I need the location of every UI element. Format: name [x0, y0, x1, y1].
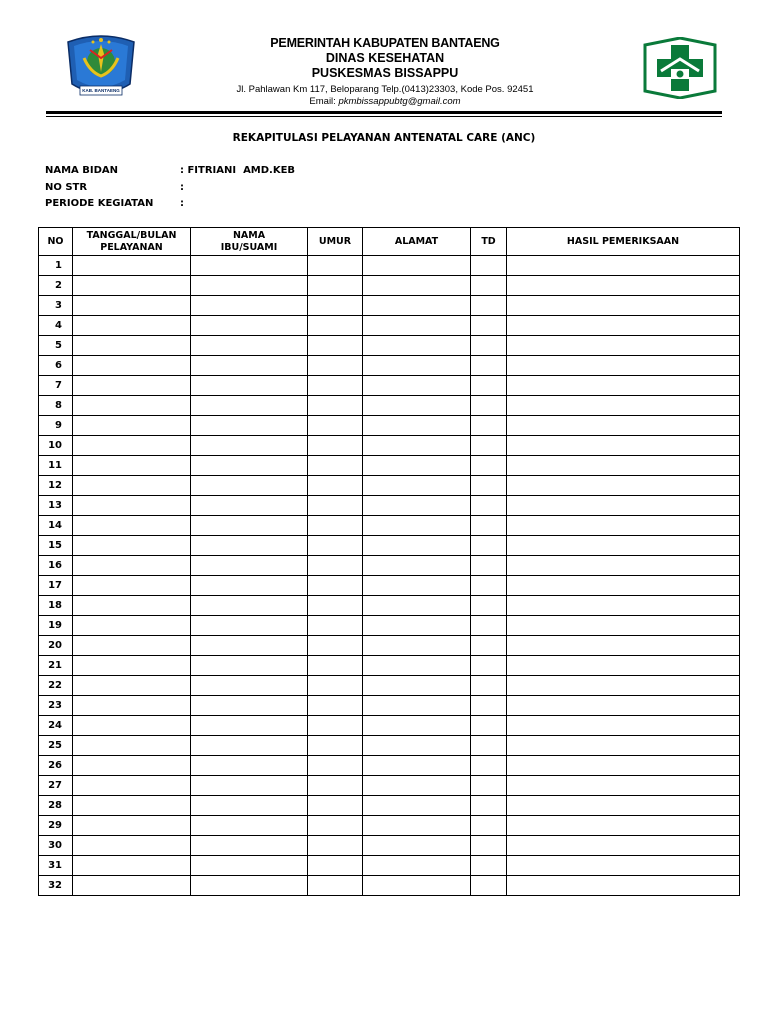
cell-td[interactable]: [471, 876, 507, 896]
cell-umur[interactable]: [308, 356, 363, 376]
cell-hasil[interactable]: [507, 716, 740, 736]
header-tanggal: [73, 228, 191, 256]
info-label: NO STR: [45, 181, 88, 193]
row-number: 8: [39, 396, 73, 416]
cell-alamat[interactable]: [363, 696, 471, 716]
header-nama: [191, 228, 308, 256]
row-number: 16: [39, 556, 73, 576]
row-number: 2: [39, 276, 73, 296]
cell-tanggal[interactable]: [73, 556, 191, 576]
cell-hasil[interactable]: [507, 496, 740, 516]
cell-nama[interactable]: [191, 316, 308, 336]
table-row: [39, 456, 740, 476]
cell-td[interactable]: [471, 316, 507, 336]
table-row: [39, 436, 740, 456]
info-row-periode: [45, 196, 295, 213]
header-hasil: HASIL PEMERIKSAAN: [507, 228, 740, 256]
cell-td[interactable]: [471, 416, 507, 436]
cell-nama[interactable]: [191, 536, 308, 556]
table-row: [39, 756, 740, 776]
cell-hasil[interactable]: [507, 876, 740, 896]
cell-nama[interactable]: [191, 276, 308, 296]
row-number: 19: [39, 616, 73, 636]
cell-td[interactable]: [471, 256, 507, 276]
table-row: [39, 256, 740, 276]
cell-nama[interactable]: [191, 636, 308, 656]
cell-nama[interactable]: [191, 596, 308, 616]
info-label: PERIODE KEGIATAN: [45, 198, 154, 209]
cell-alamat[interactable]: [363, 556, 471, 576]
cell-td[interactable]: [471, 716, 507, 736]
cell-alamat[interactable]: [363, 756, 471, 776]
table-row: [39, 396, 740, 416]
cell-alamat[interactable]: [363, 256, 471, 276]
table-row: [39, 476, 740, 496]
cell-tanggal[interactable]: [73, 256, 191, 276]
cell-nama[interactable]: [191, 716, 308, 736]
cell-umur[interactable]: [308, 536, 363, 556]
table-row: [39, 316, 740, 336]
cell-td[interactable]: [471, 736, 507, 756]
cell-umur[interactable]: [308, 476, 363, 496]
row-number: 28: [39, 796, 73, 816]
cell-hasil[interactable]: [507, 736, 740, 756]
cell-td[interactable]: [471, 436, 507, 456]
table-row: [39, 516, 740, 536]
cell-nama[interactable]: [191, 616, 308, 636]
table-row: [39, 716, 740, 736]
cell-tanggal[interactable]: [73, 296, 191, 316]
header-alamat: ALAMAT: [363, 228, 471, 256]
table-body: [39, 256, 740, 896]
cell-nama[interactable]: [191, 516, 308, 536]
cell-nama[interactable]: [191, 396, 308, 416]
row-number: 15: [39, 536, 73, 556]
header-umur: UMUR: [308, 228, 363, 256]
row-number: 1: [39, 256, 73, 276]
cell-nama[interactable]: [191, 656, 308, 676]
cell-hasil[interactable]: [507, 576, 740, 596]
cell-hasil[interactable]: [507, 256, 740, 276]
cell-umur[interactable]: [308, 796, 363, 816]
header-tanggal-line2: PELAYANAN: [100, 241, 163, 253]
table-row: [39, 836, 740, 856]
cell-td[interactable]: [471, 396, 507, 416]
row-number: 3: [39, 296, 73, 316]
cell-nama[interactable]: [191, 796, 308, 816]
header-tanggal-line1: TANGGAL/BULAN: [86, 229, 177, 241]
table-row: [39, 616, 740, 636]
cell-umur[interactable]: [308, 836, 363, 856]
cell-umur[interactable]: [308, 456, 363, 476]
cell-td[interactable]: [471, 796, 507, 816]
cell-tanggal[interactable]: [73, 596, 191, 616]
table-row: [39, 596, 740, 616]
cell-hasil[interactable]: [507, 316, 740, 336]
cell-alamat[interactable]: [363, 276, 471, 296]
row-number: 9: [39, 416, 73, 436]
cell-td[interactable]: [471, 376, 507, 396]
cell-hasil[interactable]: [507, 796, 740, 816]
cell-td[interactable]: [471, 696, 507, 716]
cell-umur[interactable]: [308, 556, 363, 576]
cell-nama[interactable]: [191, 736, 308, 756]
cell-tanggal[interactable]: [73, 836, 191, 856]
cell-tanggal[interactable]: [73, 416, 191, 436]
table-row: [39, 376, 740, 396]
table-row: [39, 576, 740, 596]
puskesmas-cross-icon: [641, 37, 719, 99]
cell-alamat[interactable]: [363, 836, 471, 856]
info-row-no-str: [45, 180, 295, 197]
cell-tanggal[interactable]: [73, 636, 191, 656]
header-nama-line1: NAMA: [232, 229, 266, 241]
cell-tanggal[interactable]: [73, 856, 191, 876]
cell-td[interactable]: [471, 856, 507, 876]
cell-hasil[interactable]: [507, 696, 740, 716]
cell-nama[interactable]: [191, 876, 308, 896]
cell-alamat[interactable]: [363, 616, 471, 636]
row-number: 25: [39, 736, 73, 756]
cell-tanggal[interactable]: [73, 656, 191, 676]
cell-tanggal[interactable]: [73, 476, 191, 496]
letterhead-department: DINAS KESEHATAN: [325, 51, 445, 65]
cell-hasil[interactable]: [507, 636, 740, 656]
cell-tanggal[interactable]: [73, 816, 191, 836]
header-no: NO: [39, 228, 73, 256]
cell-tanggal[interactable]: [73, 316, 191, 336]
cell-tanggal[interactable]: [73, 276, 191, 296]
cell-alamat[interactable]: [363, 716, 471, 736]
cell-alamat[interactable]: [363, 876, 471, 896]
cell-tanggal[interactable]: [73, 516, 191, 536]
cell-umur[interactable]: [308, 676, 363, 696]
row-number: 26: [39, 756, 73, 776]
row-number: 6: [39, 356, 73, 376]
table-header-row: [39, 228, 740, 256]
table-row: [39, 736, 740, 756]
cell-td[interactable]: [471, 656, 507, 676]
cell-td[interactable]: [471, 336, 507, 356]
cell-umur[interactable]: [308, 296, 363, 316]
cell-nama[interactable]: [191, 676, 308, 696]
row-number: 20: [39, 636, 73, 656]
cell-umur[interactable]: [308, 316, 363, 336]
cell-umur[interactable]: [308, 416, 363, 436]
cell-alamat[interactable]: [363, 776, 471, 796]
letterhead-rule-thin: [46, 116, 722, 117]
cell-alamat[interactable]: [363, 596, 471, 616]
cell-tanggal[interactable]: [73, 716, 191, 736]
row-number: 12: [39, 476, 73, 496]
info-value: :: [180, 181, 184, 193]
cell-nama[interactable]: [191, 836, 308, 856]
letterhead-rule-thick: [46, 111, 722, 114]
cell-alamat[interactable]: [363, 416, 471, 436]
cell-alamat[interactable]: [363, 656, 471, 676]
cell-umur[interactable]: [308, 376, 363, 396]
cell-tanggal[interactable]: [73, 616, 191, 636]
cell-nama[interactable]: [191, 376, 308, 396]
cell-td[interactable]: [471, 596, 507, 616]
cell-hasil[interactable]: [507, 356, 740, 376]
row-number: 23: [39, 696, 73, 716]
table-row: [39, 876, 740, 896]
cell-nama[interactable]: [191, 356, 308, 376]
cell-tanggal[interactable]: [73, 776, 191, 796]
cell-hasil[interactable]: [507, 436, 740, 456]
cell-hasil[interactable]: [507, 296, 740, 316]
cell-hasil[interactable]: [507, 836, 740, 856]
cell-tanggal[interactable]: [73, 536, 191, 556]
cell-alamat[interactable]: [363, 296, 471, 316]
row-number: 17: [39, 576, 73, 596]
cell-umur[interactable]: [308, 696, 363, 716]
table-row: [39, 856, 740, 876]
cell-tanggal[interactable]: [73, 756, 191, 776]
cell-alamat[interactable]: [363, 396, 471, 416]
email-address: pkmbissappubtg@gmail.com: [338, 96, 461, 107]
table-row: [39, 356, 740, 376]
cell-hasil[interactable]: [507, 416, 740, 436]
row-number: 21: [39, 656, 73, 676]
cell-alamat[interactable]: [363, 796, 471, 816]
header-td: TD: [471, 228, 507, 256]
cell-td[interactable]: [471, 556, 507, 576]
info-value: :: [180, 198, 184, 209]
cell-td[interactable]: [471, 536, 507, 556]
row-number: 14: [39, 516, 73, 536]
cell-hasil[interactable]: [507, 476, 740, 496]
cell-hasil[interactable]: [507, 556, 740, 576]
cell-hasil[interactable]: [507, 276, 740, 296]
cell-hasil[interactable]: [507, 516, 740, 536]
cell-nama[interactable]: [191, 556, 308, 576]
cell-hasil[interactable]: [507, 756, 740, 776]
cell-tanggal[interactable]: [73, 736, 191, 756]
table-row: [39, 296, 740, 316]
cell-umur[interactable]: [308, 396, 363, 416]
table-row: [39, 696, 740, 716]
cell-umur[interactable]: [308, 816, 363, 836]
row-number: 10: [39, 436, 73, 456]
cell-nama[interactable]: [191, 576, 308, 596]
cell-nama[interactable]: [191, 296, 308, 316]
cell-td[interactable]: [471, 636, 507, 656]
info-row-nama-bidan: [45, 163, 295, 180]
cell-tanggal[interactable]: [73, 576, 191, 596]
cell-nama[interactable]: [191, 816, 308, 836]
cell-td[interactable]: [471, 576, 507, 596]
table-row: [39, 656, 740, 676]
cell-umur[interactable]: [308, 576, 363, 596]
table-row: [39, 636, 740, 656]
cell-hasil[interactable]: [507, 596, 740, 616]
info-value: : FITRIANI AMD.KEB: [180, 165, 296, 176]
cell-tanggal[interactable]: [73, 336, 191, 356]
row-number: 31: [39, 856, 73, 876]
cell-tanggal[interactable]: [73, 676, 191, 696]
cell-umur[interactable]: [308, 256, 363, 276]
info-block: [45, 163, 295, 213]
row-number: 7: [39, 376, 73, 396]
row-number: 18: [39, 596, 73, 616]
letterhead-address: Jl. Pahlawan Km 117, Beloparang Telp.(0413)23303, Kode Pos. 92451: [236, 84, 534, 95]
cell-umur[interactable]: [308, 336, 363, 356]
cell-umur[interactable]: [308, 756, 363, 776]
cell-tanggal[interactable]: [73, 356, 191, 376]
table-row: [39, 816, 740, 836]
cell-hasil[interactable]: [507, 656, 740, 676]
row-number: 24: [39, 716, 73, 736]
cell-nama[interactable]: [191, 776, 308, 796]
cell-td[interactable]: [471, 476, 507, 496]
table-row: [39, 556, 740, 576]
cell-umur[interactable]: [308, 736, 363, 756]
cell-tanggal[interactable]: [73, 876, 191, 896]
cell-nama[interactable]: [191, 256, 308, 276]
cell-umur[interactable]: [308, 496, 363, 516]
cell-td[interactable]: [471, 836, 507, 856]
cell-umur[interactable]: [308, 276, 363, 296]
cell-alamat[interactable]: [363, 816, 471, 836]
cell-umur[interactable]: [308, 876, 363, 896]
row-number: 4: [39, 316, 73, 336]
anc-table: [38, 227, 740, 896]
cell-tanggal[interactable]: [73, 436, 191, 456]
cell-tanggal[interactable]: [73, 396, 191, 416]
cell-umur[interactable]: [308, 776, 363, 796]
cell-td[interactable]: [471, 496, 507, 516]
cell-alamat[interactable]: [363, 376, 471, 396]
cell-nama[interactable]: [191, 696, 308, 716]
cell-umur[interactable]: [308, 636, 363, 656]
cell-umur[interactable]: [308, 436, 363, 456]
cell-alamat[interactable]: [363, 736, 471, 756]
cell-hasil[interactable]: [507, 856, 740, 876]
cell-nama[interactable]: [191, 436, 308, 456]
cell-hasil[interactable]: [507, 676, 740, 696]
cell-hasil[interactable]: [507, 776, 740, 796]
cell-alamat[interactable]: [363, 336, 471, 356]
row-number: 11: [39, 456, 73, 476]
cell-hasil[interactable]: [507, 376, 740, 396]
cell-alamat[interactable]: [363, 496, 471, 516]
cell-td[interactable]: [471, 756, 507, 776]
cell-alamat[interactable]: [363, 356, 471, 376]
row-number: 5: [39, 336, 73, 356]
cell-tanggal[interactable]: [73, 796, 191, 816]
row-number: 32: [39, 876, 73, 896]
cell-td[interactable]: [471, 776, 507, 796]
cell-alamat[interactable]: [363, 536, 471, 556]
cell-alamat[interactable]: [363, 316, 471, 336]
cell-hasil[interactable]: [507, 336, 740, 356]
cell-tanggal[interactable]: [73, 696, 191, 716]
cell-td[interactable]: [471, 516, 507, 536]
table-row: [39, 496, 740, 516]
cell-tanggal[interactable]: [73, 376, 191, 396]
cell-umur[interactable]: [308, 656, 363, 676]
cell-td[interactable]: [471, 816, 507, 836]
table-row: [39, 276, 740, 296]
cell-umur[interactable]: [308, 516, 363, 536]
cell-nama[interactable]: [191, 856, 308, 876]
cell-alamat[interactable]: [363, 476, 471, 496]
cell-umur[interactable]: [308, 856, 363, 876]
table-row: [39, 336, 740, 356]
cell-tanggal[interactable]: [73, 496, 191, 516]
cell-hasil[interactable]: [507, 456, 740, 476]
cell-umur[interactable]: [308, 596, 363, 616]
regency-emblem-icon: [60, 28, 142, 104]
cell-td[interactable]: [471, 676, 507, 696]
cell-hasil[interactable]: [507, 396, 740, 416]
info-label: NAMA BIDAN: [45, 165, 119, 176]
email-label: Email:: [309, 96, 336, 107]
cell-nama[interactable]: [191, 496, 308, 516]
row-number: 22: [39, 676, 73, 696]
cell-alamat[interactable]: [363, 456, 471, 476]
cell-alamat[interactable]: [363, 856, 471, 876]
row-number: 13: [39, 496, 73, 516]
cell-td[interactable]: [471, 456, 507, 476]
cell-td[interactable]: [471, 276, 507, 296]
cell-hasil[interactable]: [507, 616, 740, 636]
cell-nama[interactable]: [191, 476, 308, 496]
cell-alamat[interactable]: [363, 576, 471, 596]
letterhead: [150, 36, 620, 108]
cell-alamat[interactable]: [363, 676, 471, 696]
cell-tanggal[interactable]: [73, 456, 191, 476]
document-title: REKAPITULASI PELAYANAN ANTENATAL CARE (ANC): [232, 132, 536, 144]
row-number: 27: [39, 776, 73, 796]
cell-alamat[interactable]: [363, 436, 471, 456]
cell-td[interactable]: [471, 616, 507, 636]
row-number: 30: [39, 836, 73, 856]
cell-td[interactable]: [471, 296, 507, 316]
cell-nama[interactable]: [191, 456, 308, 476]
cell-nama[interactable]: [191, 336, 308, 356]
header-nama-line2: IBU/SUAMI: [220, 241, 278, 253]
cell-umur[interactable]: [308, 716, 363, 736]
cell-umur[interactable]: [308, 616, 363, 636]
cell-alamat[interactable]: [363, 636, 471, 656]
cell-nama[interactable]: [191, 416, 308, 436]
letterhead-institution: PUSKESMAS BISSAPPU: [311, 66, 459, 80]
emblem-caption: KAB. BANTAENG: [82, 88, 120, 93]
cell-nama[interactable]: [191, 756, 308, 776]
letterhead-government: PEMERINTAH KABUPATEN BANTAENG: [270, 36, 500, 50]
letterhead-email-line: [150, 96, 620, 108]
table-row: [39, 676, 740, 696]
cell-alamat[interactable]: [363, 516, 471, 536]
cell-td[interactable]: [471, 356, 507, 376]
row-number: 29: [39, 816, 73, 836]
table-row: [39, 416, 740, 436]
table-row: [39, 536, 740, 556]
cell-hasil[interactable]: [507, 536, 740, 556]
table-row: [39, 796, 740, 816]
cell-hasil[interactable]: [507, 816, 740, 836]
table-row: [39, 776, 740, 796]
